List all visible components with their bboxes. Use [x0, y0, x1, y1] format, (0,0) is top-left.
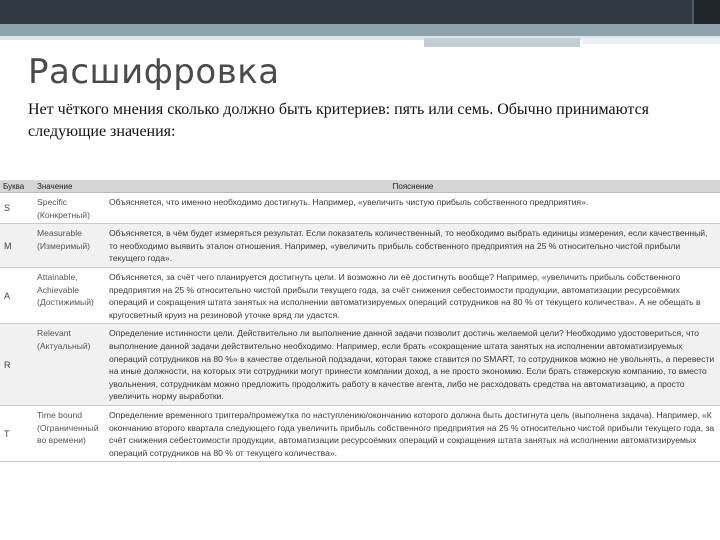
table-row: [0, 405, 720, 461]
smart-table: [0, 180, 720, 462]
row-letter: M: [0, 224, 34, 268]
header-letter: Буква: [0, 180, 34, 193]
slide-title: Расшифровка: [28, 52, 280, 92]
row-letter: R: [0, 324, 34, 406]
row-meaning: Measurable (Измеримый): [34, 224, 106, 268]
row-explanation: Определение временного триггера/промежутка по наступлению/окончанию которого должна быть достигнута цель (выполнена задача). Например, «К окончанию второго квартала следующего года увеличить прибыль собственного предприятия на 25 % относительно чистой прибыли текущего года, за счёт снижения себестоимости продукции, автоматизации ресурсоёмких операций и сокращения штата занятых на исполнении автоматизируемых операций сотрудников на 80 % от текущего количества».: [106, 405, 720, 461]
table-row: [0, 267, 720, 323]
decorative-bar-light: [582, 38, 720, 44]
table-header-row: [0, 180, 720, 193]
row-letter: A: [0, 267, 34, 323]
intro-text: Нет чёткого мнения сколько должно быть критериев: пять или семь. Обычно принимаются следующие значения:: [28, 101, 650, 140]
row-meaning: Specific (Конкретный): [34, 193, 106, 224]
header-bar: [0, 0, 720, 24]
header-corner-block: [694, 0, 720, 24]
header-stripe: [0, 24, 720, 36]
row-explanation: Объясняется, что именно необходимо достигнуть. Например, «увеличить чистую прибыль собственного предприятия».: [106, 193, 720, 224]
row-explanation: Объясняется, за счёт чего планируется достигнуть цели. И возможно ли её достигнуть вообще? Например, «увеличить прибыль собственного предприятия на 25 % относительно чистой прибыли текущего года, за счёт снижения себестоимости продукции, автоматизации ресурсоёмких операций и сокращения штата занятых на исполнении автоматизируемых операций сотрудников на 80 % от текущего количества». А не обещать в кругосветный круиз на резиновой уточке вряд ли удастся.: [106, 267, 720, 323]
header-explanation: Пояснение: [106, 180, 720, 193]
row-meaning: Attainable, Achievable (Достижимый): [34, 267, 106, 323]
row-explanation: Определение истинности цели. Действительно ли выполнение данной задачи позволит достичь желаемой цели? Необходимо удостовериться, что выполнение данной задачи действительно необходимо. Например, если брать «сокращение штата занятых на исполнении автоматизируемых операций сотрудников на 80 %» в качестве отдельной подзадачи, которая также ставится по SMART, то сотрудников можно не увольнять, а перевести на иные должности, на которых эти сотрудники могут принести компании доход, а не просто экономию. Если брать стажерскую компанию, то вместо увольнения, сотрудникам можно предложить продолжить работу в качестве агента, либо не расходовать средства на автоматизацию, а просто увеличить норму выработки.: [106, 324, 720, 406]
table-row: [0, 224, 720, 268]
decorative-bar: [424, 38, 580, 47]
table-row: [0, 193, 720, 224]
row-letter: S: [0, 193, 34, 224]
row-meaning: Time bound (Ограниченный во времени): [34, 405, 106, 461]
row-letter: T: [0, 405, 34, 461]
header-meaning: Значение: [34, 180, 106, 193]
table-row: [0, 324, 720, 406]
row-meaning: Relevant (Актуальный): [34, 324, 106, 406]
row-explanation: Объясняется, в чём будет измеряться результат. Если показатель количественный, то необходимо выбрать единицы измерения, если качественный, то необходимо выявить эталон отношения. Например, «увеличить прибыль собственного предприятия на 25 % относительно чистой прибыли текущего года».: [106, 224, 720, 268]
